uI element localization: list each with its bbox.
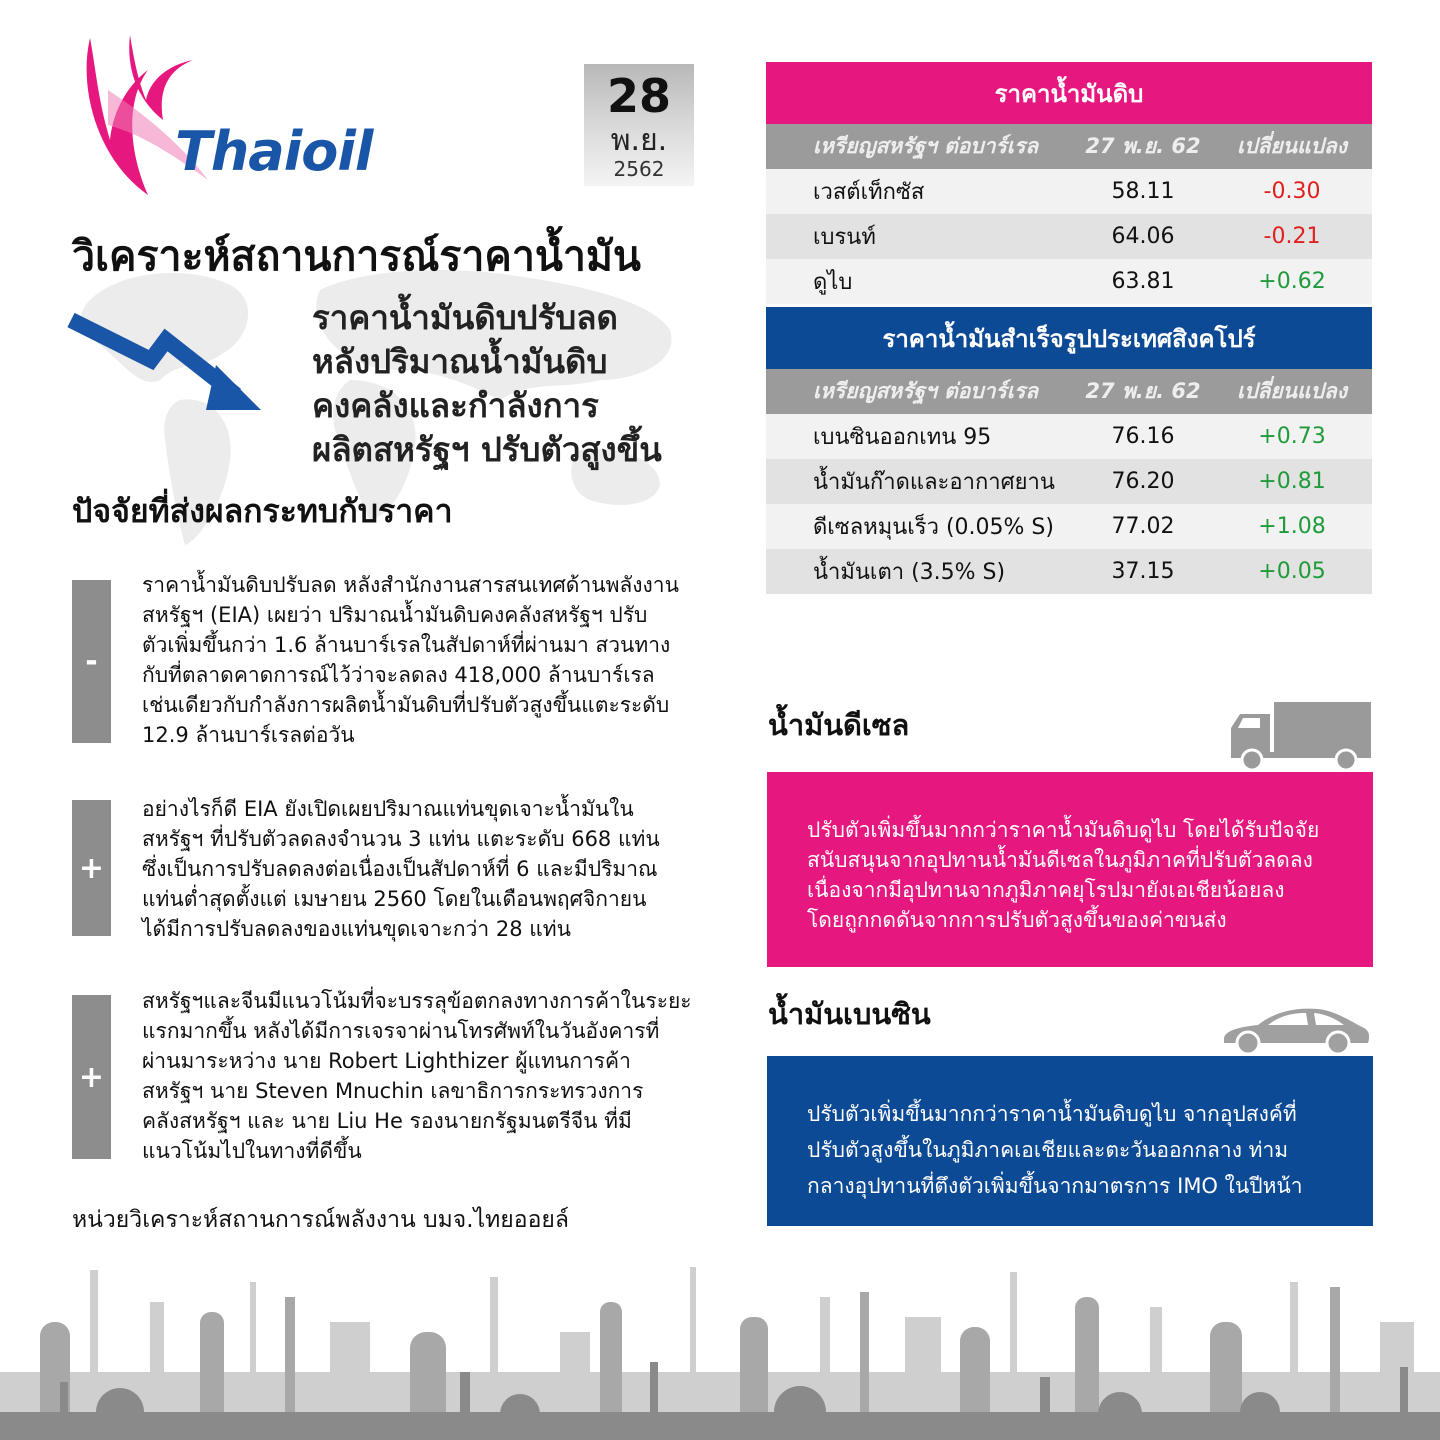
table-row	[766, 459, 1372, 504]
car-icon	[1218, 1003, 1372, 1057]
factor-line: กับที่ตลาดคาดการณ์ไว้ว่าจะลดลง 418,000 ล้านบาร์เรล	[142, 663, 655, 687]
crude-table-header	[766, 124, 1372, 169]
table-row	[766, 169, 1372, 214]
date-badge	[584, 64, 694, 186]
table-row	[766, 214, 1372, 259]
table-row	[766, 549, 1372, 594]
factor-line: อย่างไรก็ดี EIA ยังเปิดเผยปริมาณแท่นขุดเจาะน้ำมันใน	[142, 797, 634, 821]
diesel-line: ปรับตัวเพิ่มขึ้นมากกว่าราคาน้ำมันดิบดูไบ โดยได้รับปัจจัย	[807, 818, 1320, 842]
headline-line: หลังปริมาณน้ำมันดิบ	[312, 342, 608, 381]
factor-line: ผ่านมาระหว่าง นาย Robert Lighthizer ผู้แทนการค้า	[142, 1049, 631, 1073]
factor-line: ตัวเพิ่มขึ้นกว่า 1.6 ล้านบาร์เรลในสัปดาห์ที่ผ่านมา สวนทาง	[142, 633, 671, 657]
factor-line: สหรัฐฯ ที่ปรับตัวลดลงจำนวน 3 แท่น แตะระดับ 668 แท่น	[142, 827, 660, 851]
headline-line: คงคลังและกำลังการ	[312, 386, 599, 425]
row-name: ดูไบ	[813, 270, 853, 295]
row-name: เบนซินออกเทน 95	[813, 425, 992, 450]
row-change: -0.30	[1263, 179, 1321, 204]
factor-text	[142, 986, 702, 1166]
factor-text	[142, 570, 702, 750]
headline-line: ราคาน้ำมันดิบปรับลด	[312, 298, 618, 337]
row-name: น้ำมันก๊าดและอากาศยาน	[813, 470, 1055, 495]
factor-text	[142, 794, 702, 944]
column-header-date: 27 พ.ย. 62	[1085, 379, 1201, 403]
factor-sign-badge: +	[72, 995, 111, 1159]
date-day: 28	[606, 69, 671, 123]
row-price: 63.81	[1111, 269, 1175, 294]
factor-line: แรกมากขึ้น หลังได้มีการเจรจาผ่านโทรศัพท์ในวันอังคารที่	[142, 1019, 660, 1043]
table-row	[766, 259, 1372, 304]
diesel-line: เนื่องจากมีอุปทานจากภูมิภาคยุโรปมายังเอเชียน้อยลง	[807, 878, 1285, 902]
column-header-change: เปลี่ยนแปลง	[1236, 379, 1348, 403]
column-header-date: 27 พ.ย. 62	[1085, 134, 1201, 158]
row-price: 64.06	[1111, 224, 1175, 249]
factor-line: ราคาน้ำมันดิบปรับลด หลังสำนักงานสารสนเทศด้านพลังงาน	[142, 573, 679, 597]
row-change: +1.08	[1258, 514, 1326, 539]
factor-line: สหรัฐฯและจีนมีแนวโน้มที่จะบรรลุข้อตกลงทางการค้าในระยะ	[142, 989, 692, 1013]
product-table-header	[766, 369, 1372, 414]
row-name: เวสต์เท็กซัส	[813, 180, 925, 205]
table-row	[766, 504, 1372, 549]
row-change: -0.21	[1263, 224, 1321, 249]
headline-line: ผลิตสหรัฐฯ ปรับตัวสูงขึ้น	[312, 430, 662, 469]
row-change: +0.73	[1258, 424, 1326, 449]
row-change: +0.05	[1258, 559, 1326, 584]
row-price: 76.16	[1111, 424, 1175, 449]
diesel-info-box	[767, 772, 1373, 967]
date-month: พ.ย.	[610, 123, 668, 158]
diesel-line: โดยถูกกดดันจากการปรับตัวสูงขึ้นของค่าขนส่ง	[807, 908, 1227, 932]
factor-line: สหรัฐฯ (EIA) เผยว่า ปริมาณน้ำมันดิบคงคลังสหรัฐฯ ปรับ	[142, 603, 648, 627]
gasoline-line: ปรับตัวสูงขึ้นในภูมิภาคเอเชียและตะวันออกกลาง ท่าม	[807, 1138, 1289, 1162]
factor-sign-badge: -	[72, 580, 111, 743]
factor-line: เช่นเดียวกับกำลังการผลิตน้ำมันดิบที่ปรับตัวสูงขึ้นแตะระดับ	[142, 693, 670, 717]
row-name: น้ำมันเตา (3.5% S)	[813, 560, 1006, 585]
diesel-line: สนับสนุนจากอุปทานน้ำมันดีเซลในภูมิภาคที่ปรับตัวลดลง	[807, 848, 1313, 872]
row-name: เบรนท์	[813, 225, 876, 250]
page-title: วิเคราะห์สถานการณ์ราคาน้ำมัน	[72, 232, 641, 280]
row-price: 58.11	[1111, 179, 1175, 204]
factor-line: แท่นต่ำสุดตั้งแต่ เมษายน 2560 โดยในเดือนพฤศจิกายน	[142, 887, 647, 911]
footer-credit: หน่วยวิเคราะห์สถานการณ์พลังงาน บมจ.ไทยออยล์	[72, 1207, 569, 1233]
product-table-title: ราคาน้ำมันสำเร็จรูปประเทศสิงคโปร์	[766, 307, 1372, 369]
column-header-unit: เหรียญสหรัฐฯ ต่อบาร์เรล	[813, 134, 1039, 158]
factor-line: ซึ่งเป็นการปรับลดลงต่อเนื่องเป็นสัปดาห์ที่ 6 และมีปริมาณ	[142, 857, 658, 881]
factor-line: ได้มีการปรับลดลงของแท่นขุดเจาะกว่า 28 แท่น	[142, 917, 572, 941]
factor-line: แนวโน้มไปในทางที่ดีขึ้น	[142, 1139, 362, 1163]
column-header-change: เปลี่ยนแปลง	[1236, 134, 1348, 158]
diesel-title: น้ำมันดีเซล	[768, 708, 910, 742]
factor-line: สหรัฐฯ นาย Steven Mnuchin เลขาธิการกระทรวงการ	[142, 1079, 644, 1103]
trend-down-arrow-icon	[66, 305, 266, 415]
gasoline-title: น้ำมันเบนซิน	[768, 997, 931, 1031]
row-change: +0.62	[1258, 269, 1326, 294]
row-price: 77.02	[1111, 514, 1175, 539]
factor-line: คลังสหรัฐฯ และ นาย Liu He รองนายกรัฐมนตรีจีน ที่มี	[142, 1109, 632, 1133]
factors-title: ปัจจัยที่ส่งผลกระทบกับราคา	[72, 492, 453, 530]
factor-line: 12.9 ล้านบาร์เรลต่อวัน	[142, 723, 355, 747]
gasoline-info-box	[767, 1056, 1373, 1226]
row-price: 37.15	[1111, 559, 1175, 584]
truck-icon	[1228, 700, 1373, 772]
row-name: ดีเซลหมุนเร็ว (0.05% S)	[813, 515, 1054, 540]
crude-table-title: ราคาน้ำมันดิบ	[766, 62, 1372, 124]
column-header-unit: เหรียญสหรัฐฯ ต่อบาร์เรล	[813, 379, 1039, 403]
date-year: 2562	[613, 157, 665, 181]
row-change: +0.81	[1258, 469, 1326, 494]
factor-sign-badge: +	[72, 800, 111, 936]
row-price: 76.20	[1111, 469, 1175, 494]
brand-name: Thaioil	[175, 120, 373, 183]
gasoline-line: ปรับตัวเพิ่มขึ้นมากกว่าราคาน้ำมันดิบดูไบ จากอุปสงค์ที่	[807, 1102, 1297, 1126]
refinery-skyline	[0, 1262, 1440, 1440]
gasoline-line: กลางอุปทานที่ตึงตัวเพิ่มขึ้นจากมาตรการ IMO ในปีหน้า	[807, 1174, 1303, 1198]
headline	[312, 296, 662, 472]
table-row	[766, 414, 1372, 459]
